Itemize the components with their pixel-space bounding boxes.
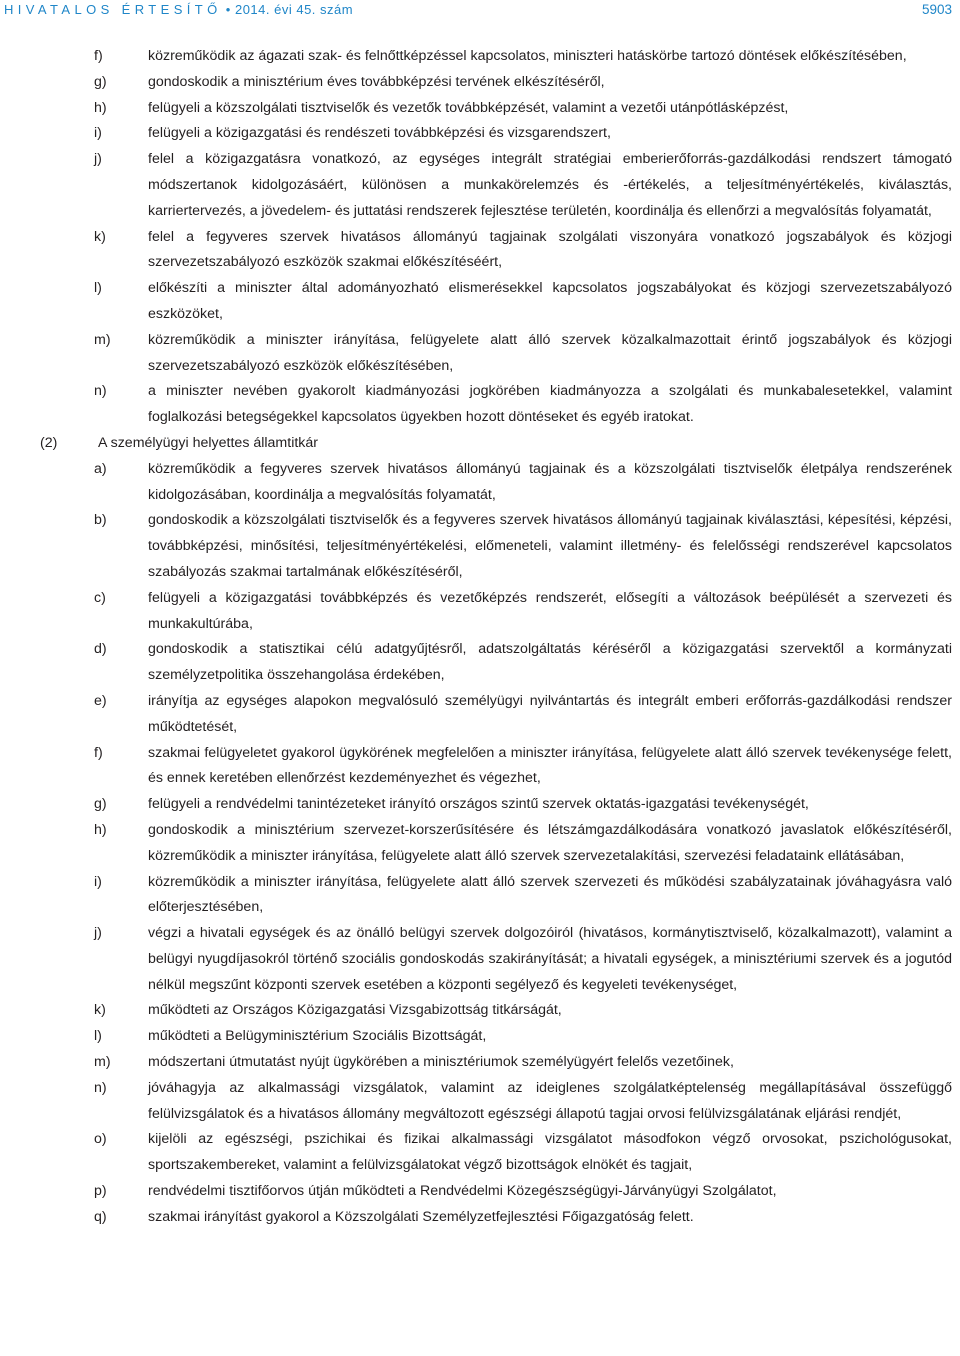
list-item bbox=[0, 637, 960, 689]
list-item-text: szakmai irányítást gyakorol a Közszolgálati Személyzetfejlesztési Főigazgatóság felett. bbox=[148, 1208, 694, 1225]
list-item-label: h) bbox=[94, 821, 107, 838]
list-item-label: l) bbox=[94, 1028, 102, 1045]
list-item-label: e) bbox=[94, 692, 107, 709]
list-item-text: felel a fegyveres szervek hivatásos állományú tagjainak szolgálati viszonyára vonatkozó jogszabályok és közjogi szervezetszabályozó eszközök szakmai előkészítéséért, bbox=[148, 228, 952, 271]
list-item-text: jóváhagyja az alkalmassági vizsgálatok, valamint az ideiglenes szolgálatképtelenség megállapításával összefüggő felülvizsgálatok és a hivatásos állomány megváltozott egészségi állapotú tagjai orvosi felülvizsgálatának eljárási rendjét, bbox=[148, 1079, 952, 1122]
list-item-text: végzi a hivatali egységek és az önálló belügyi szervek dolgozóiról (hivatásos, kormánytisztviselő, közalkalmazott), valamint a belügyi nyugdíjasokról történő szociális gondoskodás szakirányítását; a hivatali egységek, a minisztériumi szervek és a jogutód nélkül megszűnt központi szervek esetében a központi segélyező és kegyeleti tevékenységet, bbox=[148, 925, 952, 993]
list-item-label: d) bbox=[94, 641, 107, 658]
list-item-text: közreműködik a miniszter irányítása, felügyelete alatt álló szervek szervezeti és működési szabályzatainak jóváhagyásra való előterjesztésében, bbox=[148, 873, 952, 916]
list-item-text: felügyeli a közigazgatási és rendészeti továbbképzési és vizsgarendszert, bbox=[148, 125, 611, 142]
list-item bbox=[0, 689, 960, 741]
list-item-label: c) bbox=[94, 589, 106, 606]
list-item-text: rendvédelmi tisztifőorvos útján működteti a Rendvédelmi Közegészségügyi-Járványügyi Szolgálatot, bbox=[148, 1183, 777, 1200]
list-item bbox=[0, 586, 960, 638]
list-item bbox=[0, 1205, 960, 1231]
list-item bbox=[0, 147, 960, 224]
journal-title: HIVATALOS ÉRTESÍTŐ bbox=[4, 2, 222, 17]
list-item bbox=[0, 44, 960, 70]
page-header bbox=[4, 2, 952, 22]
page-number: 5903 bbox=[921, 2, 952, 17]
list-item bbox=[0, 225, 960, 277]
section-heading bbox=[0, 431, 960, 457]
list-item-text: felel a közigazgatásra vonatkozó, az egységes integrált stratégiai emberierőforrás-gazdálkodási rendszert támogató módszertanok kidolgozásáért, különösen a munkakörelemzés és -értékelés, a teljesítményértékelés, kiválasztás, karriertervezés, a jövedelem- és juttatási rendszerek fejlesztése területén, koordinálja és ellenőrzi a megvalósítás folyamatát, bbox=[148, 151, 952, 219]
journal-issue: 2014. évi 45. szám bbox=[234, 2, 354, 17]
journal-title-line bbox=[4, 2, 353, 17]
list-item bbox=[0, 998, 960, 1024]
list-item-label: n) bbox=[94, 1079, 107, 1096]
list-item bbox=[0, 1050, 960, 1076]
list-item bbox=[0, 70, 960, 96]
list-item-text: gondoskodik a közszolgálati tisztviselők és a fegyveres szervek hivatásos állományú tagjainak kiválasztási, képesítési, képzési, továbbképzési, minősítési, teljesítményértékelési, előmeneteli, valamint illetmény- és felelősségi rendszerével kapcsolatos szabályozás szakmai tartalmának előkészítéséről, bbox=[148, 512, 952, 580]
list-item bbox=[0, 792, 960, 818]
header-separator: • bbox=[225, 2, 231, 17]
list-item-text: közreműködik a miniszter irányítása, felügyelete alatt álló szervek közalkalmazottait érintő jogszabályok és közjogi szervezetszabályozó eszközök előkészítésében, bbox=[148, 331, 952, 374]
list-item-text: módszertani útmutatást nyújt ügykörében a minisztériumok személyügyért felelős vezetőinek, bbox=[148, 1054, 734, 1071]
list-item-text: a miniszter nevében gyakorolt kiadmányozási jogkörében kiadmányozza a szolgálati és munkabalesetekkel, valamint foglalkozási betegségekkel kapcsolatos ügyekben hozott döntéseket és egyéb iratokat. bbox=[148, 383, 952, 426]
list-item bbox=[0, 328, 960, 380]
list-block-1 bbox=[0, 44, 960, 431]
list-item-text: előkészíti a miniszter által adományozható elismerésekkel kapcsolatos jogszabályokat és közjogi szervezetszabályozó eszközöket, bbox=[148, 280, 952, 322]
list-item-label: p) bbox=[94, 1183, 107, 1200]
list-block-2 bbox=[0, 457, 960, 1231]
list-item-text: közreműködik az ágazati szak- és felnőttképzéssel kapcsolatos, miniszteri hatáskörbe tartozó döntések előkészítésében, bbox=[148, 48, 907, 64]
section-title: A személyügyi helyettes államtitkár bbox=[98, 434, 318, 451]
list-item bbox=[0, 96, 960, 122]
list-item bbox=[0, 379, 960, 431]
list-item-label: k) bbox=[94, 228, 106, 245]
list-item bbox=[0, 121, 960, 147]
list-item-text: szakmai felügyeletet gyakorol ügykörének megfelelően a miniszter irányítása, felügyelete alatt álló szervek tevékenysége felett, és ennek keretében ellenőrzést kezdeményezhet és végezhet, bbox=[148, 744, 952, 787]
list-item-label: j) bbox=[94, 925, 102, 942]
list-item-text: működteti az Országos Közigazgatási Vizsgabizottság titkárságát, bbox=[148, 1002, 562, 1019]
list-item bbox=[0, 741, 960, 793]
list-item-label: k) bbox=[94, 1002, 106, 1019]
list-item-label: h) bbox=[94, 99, 107, 116]
list-item-label: g) bbox=[94, 796, 107, 813]
list-item bbox=[0, 1127, 960, 1179]
section-number: (2) bbox=[40, 434, 58, 451]
list-item-label: j) bbox=[94, 151, 102, 168]
list-item-text: felügyeli a közszolgálati tisztviselők és vezetők továbbképzését, valamint a vezetői utánpótlásképzést, bbox=[148, 99, 789, 116]
list-item-text: gondoskodik a minisztérium szervezet-korszerűsítésére és létszámgazdálkodására vonatkozó javaslatok előkészítéséről, közreműködik a miniszter irányítása, felügyelete alatt álló szervek szervezetalakítási, szervezési feladataink ellátásában, bbox=[148, 821, 952, 864]
list-item-text: közreműködik a fegyveres szervek hivatásos állományú tagjainak és a közszolgálati tisztviselők életpálya rendszerének kidolgozásában, koordinálja a megvalósítás folyamatát, bbox=[148, 460, 952, 503]
list-item-text: irányítja az egységes alapokon megvalósuló személyügyi nyilvántartás és integrált emberi erőforrás-gazdálkodási rendszer működtetését, bbox=[148, 692, 952, 735]
list-item-text: kijelöli az egészségi, pszichikai és fizikai alkalmassági vizsgálatot másodfokon végző orvosokat, pszichológusokat, sportszakembereket, valamint a felülvizsgálatokat végző bizottságok elnökét és tagjait, bbox=[148, 1131, 952, 1174]
list-item-text: felügyeli a közigazgatási továbbképzés és vezetőképzés rendszerét, elősegíti a változások beépülését a szervezeti és munkakultúrába, bbox=[148, 589, 952, 632]
list-item bbox=[0, 870, 960, 922]
list-item bbox=[0, 1024, 960, 1050]
list-item-label: m) bbox=[94, 331, 111, 348]
document-body bbox=[0, 44, 960, 1231]
list-item-label: i) bbox=[94, 125, 102, 142]
list-item-label: l) bbox=[94, 280, 102, 297]
list-item-label: f) bbox=[94, 48, 103, 64]
list-item-label: m) bbox=[94, 1054, 111, 1071]
list-item-label: g) bbox=[94, 73, 107, 90]
list-item-label: f) bbox=[94, 744, 103, 761]
list-item bbox=[0, 818, 960, 870]
list-item bbox=[0, 921, 960, 998]
list-item bbox=[0, 276, 960, 328]
list-item-label: i) bbox=[94, 873, 102, 890]
list-item-label: a) bbox=[94, 460, 107, 477]
list-item-label: o) bbox=[94, 1131, 107, 1148]
list-item-text: gondoskodik a statisztikai célú adatgyűjtésről, adatszolgáltatás kéréséről a közigazgatási szervektől a kormányzati személyzetpolitika összehangolása érdekében, bbox=[148, 641, 952, 684]
list-item bbox=[0, 457, 960, 509]
list-item-text: működteti a Belügyminisztérium Szociális Bizottságát, bbox=[148, 1028, 487, 1045]
list-item-label: n) bbox=[94, 383, 107, 400]
list-item-text: gondoskodik a minisztérium éves továbbképzési tervének elkészítéséről, bbox=[148, 73, 605, 90]
list-item bbox=[0, 1179, 960, 1205]
list-item bbox=[0, 1076, 960, 1128]
list-item-label: b) bbox=[94, 512, 107, 529]
list-item bbox=[0, 508, 960, 585]
list-item-text: felügyeli a rendvédelmi tanintézeteket irányító országos szintű szervek oktatás-igazgatási tevékenységét, bbox=[148, 796, 809, 813]
list-item-label: q) bbox=[94, 1208, 107, 1225]
